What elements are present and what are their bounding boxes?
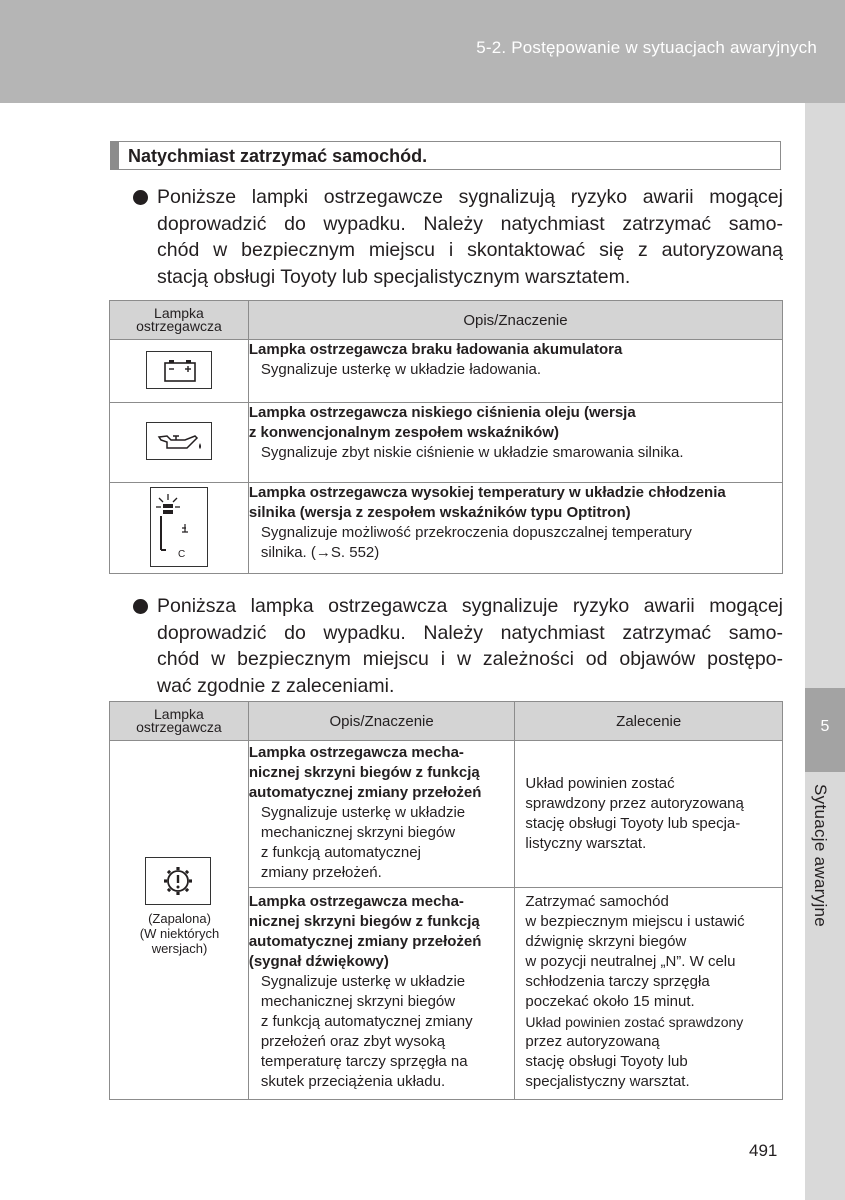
side-strip <box>805 103 845 1200</box>
table-row <box>110 340 783 403</box>
coolant-temperature-warning-icon <box>150 487 208 567</box>
lamp-cell <box>110 403 249 483</box>
lamp-description: Sygnalizuje zbyt niskie ciśnienie w układzie smarowania silnika. <box>260 444 684 461</box>
lamp-title: Lampka ostrzegawcza niskiego ciśnienia oleju (wersja <box>248 404 636 421</box>
table-row <box>110 403 783 483</box>
lamp-note: (Zapalona) (W niektórych wersjach) <box>139 911 220 956</box>
paragraph-line: chód w bezpiecznym miejscu i skontaktować się z autoryzowaną <box>157 239 783 261</box>
bullet-dot <box>133 599 148 614</box>
section-title-box <box>110 141 781 170</box>
running-header: 5-2. Postępowanie w sytuacjach awaryjnych <box>476 38 817 57</box>
paragraph-line: wać zgodnie z zaleceniami. <box>157 674 395 697</box>
battery-warning-icon <box>146 351 212 389</box>
paragraph-line: Poniższa lampka ostrzegawcza sygnalizuje ryzyko awarii mogącej <box>157 595 783 617</box>
description-cell: Lampka ostrzegawcza mecha- nicznej skrzyni biegów z funkcją automatycznej zmiany przełożeń (sygnał dźwiękowy) Sygnalizuje usterkę w układzie mechanicznej skrzyni biegów z funkcją automatycznej zmiany przełożeń oraz zbyt wysoką temperaturę tarczy sprzęgła na skutek przeciążenia układu. <box>248 888 515 1100</box>
lamp-cell <box>110 483 249 574</box>
lamp-description: Sygnalizuje możliwość przekroczenia dopuszczalnej temperatury <box>260 524 692 541</box>
description-cell <box>248 340 782 403</box>
description-cell <box>248 483 782 574</box>
lamp-cell <box>110 340 249 403</box>
paragraph-line: doprowadzić do wypadku. Należy natychmiast zatrzymać samo- <box>157 212 783 235</box>
svg-text:C: C <box>177 548 186 560</box>
lamp-description: silnika. (→S. 552) <box>260 544 380 561</box>
column-header-description: Opis/Znaczenie <box>248 301 782 340</box>
column-header-lamp: Lampka ostrzegawcza <box>110 301 249 340</box>
paragraph-line: Poniższe lampki ostrzegawcze sygnalizują ryzyko awarii mogącej <box>157 186 783 208</box>
table-row <box>110 741 783 888</box>
recommendation-cell: Układ powinien zostać sprawdzony przez autoryzowaną stację obsługi Toyoty lub specja- listyczny warsztat. <box>515 741 783 888</box>
lamp-title: silnika (wersja z zespołem wskaźników typu Optitron) <box>248 504 631 521</box>
description-cell <box>248 403 782 483</box>
section-title-bar <box>111 142 119 169</box>
table-header-row <box>110 702 783 741</box>
lamp-title: z konwencjonalnym zespołem wskaźników) <box>248 424 559 441</box>
lamp-title: Lampka ostrzegawcza wysokiej temperatury w układzie chłodzenia <box>248 484 726 501</box>
description-cell: Lampka ostrzegawcza mecha- nicznej skrzyni biegów z funkcją automatycznej zmiany przełożeń Sygnalizuje usterkę w układzie mechanicznej skrzyni biegów z funkcją automatycznej zmiany przełożeń. <box>248 741 515 888</box>
recommendation-cell: Zatrzymać samochód w bezpiecznym miejscu i ustawić dźwignię skrzyni biegów w pozycji neutralnej „N”. W celu schłodzenia tarczy sprzęgła poczekać około 15 minut. Układ powinien zostać sprawdzony przez autoryzowaną stację obsługi Toyoty lub specjalistyczny warsztat. <box>515 888 783 1100</box>
column-header-recommendation: Zalecenie <box>515 702 783 741</box>
paragraph-line: doprowadzić do wypadku. Należy natychmiast zatrzymać samo- <box>157 621 783 644</box>
page-number: 491 <box>749 1141 778 1160</box>
column-header-description: Opis/Znaczenie <box>248 702 515 741</box>
oil-pressure-warning-icon <box>146 422 212 460</box>
lamp-title: Lampka ostrzegawcza braku ładowania akumulatora <box>248 341 623 358</box>
table-row <box>110 483 783 574</box>
bullet-paragraph-1 <box>133 184 783 290</box>
bullet-paragraph-2 <box>133 593 783 699</box>
lamp-description: Sygnalizuje usterkę w układzie ładowania. <box>260 361 542 378</box>
column-header-lamp: Lampka ostrzegawcza <box>110 702 249 741</box>
transmission-warning-icon <box>145 857 211 905</box>
paragraph-line: stacją obsługi Toyoty lub specjalistycznym warsztatem. <box>157 265 631 288</box>
chapter-label: Sytuacje awaryjne <box>811 784 830 928</box>
lamp-cell <box>110 741 249 1100</box>
table-header-row <box>110 301 783 340</box>
section-title: Natychmiast zatrzymać samochód. <box>128 146 428 166</box>
bullet-dot <box>133 190 148 205</box>
paragraph-line: chód w bezpiecznym miejscu i w zależności od objawów postępo- <box>157 648 783 670</box>
warning-lamps-table-2 <box>109 701 783 1100</box>
chapter-number: 5 <box>820 718 830 735</box>
warning-lamps-table-1 <box>109 300 783 574</box>
